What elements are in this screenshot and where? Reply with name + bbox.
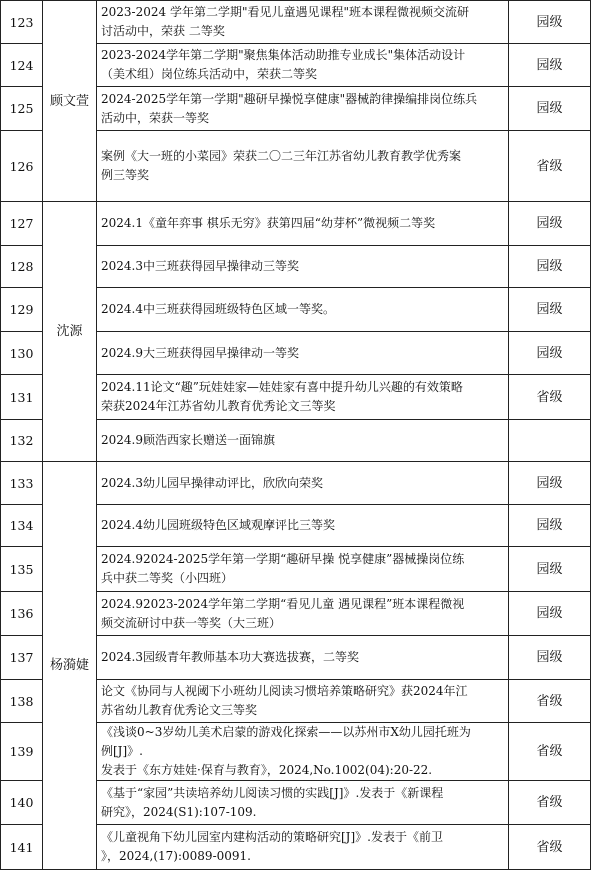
award-level: 园级	[509, 636, 591, 680]
award-text-line: 兵中获二等奖（小四班）	[101, 571, 234, 585]
row-number: 141	[1, 825, 43, 870]
row-number: 137	[1, 636, 43, 680]
award-text-line: 发表于《东方娃娃·保育与教育》，2024,No.1002(04):20-22.	[101, 763, 433, 777]
row-number: 124	[1, 44, 43, 87]
award-level: 园级	[509, 462, 591, 505]
award-level: 省级	[509, 131, 591, 202]
award-description	[97, 723, 509, 781]
award-level: 园级	[509, 246, 591, 288]
row-number: 133	[1, 462, 43, 505]
award-description	[97, 680, 509, 723]
award-text-line: 2024.11论文“趣”玩娃娃家—娃娃家有喜中提升幼儿兴趣的有效策略	[101, 380, 463, 394]
award-text-line: 例[J]》.	[101, 744, 143, 758]
award-level: 园级	[509, 44, 591, 87]
award-text-line: 案例《大一班的小菜园》荣获二〇二三年江苏省幼儿教育教学优秀案	[101, 149, 462, 163]
row-number: 135	[1, 547, 43, 592]
award-description	[97, 131, 509, 202]
award-description	[97, 592, 509, 636]
award-level: 园级	[509, 547, 591, 592]
row-number: 127	[1, 202, 43, 246]
row-number: 129	[1, 288, 43, 332]
row-number: 128	[1, 246, 43, 288]
award-text-line: 论文《协同与人视阈下小班幼儿阅读习惯培养策略研究》获2024年江	[101, 684, 468, 698]
award-text-line: 《基于“家园”共读培养幼儿阅读习惯的实践[J]》.发表于《新课程	[101, 785, 444, 800]
award-text-line: 2024.92024-2025学年第一学期“趣研早操 悦享健康”器械操岗位练	[101, 552, 465, 566]
award-description	[97, 87, 509, 131]
row-number: 123	[1, 1, 43, 44]
award-text-line: 2024.9大三班获得园早操律动一等奖	[101, 345, 299, 360]
award-text-line: 荣获2024年江苏省幼儿教育优秀论文三等奖	[101, 399, 336, 413]
table-row	[1, 202, 591, 246]
row-number: 139	[1, 723, 43, 781]
row-number: 126	[1, 131, 43, 202]
award-level: 省级	[509, 723, 591, 781]
award-level: 园级	[509, 332, 591, 375]
row-number: 125	[1, 87, 43, 131]
award-description	[97, 636, 509, 680]
award-description	[97, 420, 509, 462]
award-description	[97, 825, 509, 870]
award-text-line: 2024.3中三班获得园早操律动三等奖	[101, 259, 299, 273]
award-text-line: 2024.4中三班获得园班级特色区域一等奖。	[101, 302, 335, 316]
row-number: 140	[1, 781, 43, 825]
award-description	[97, 202, 509, 246]
award-text-line: 讨活动中，荣获 二等奖	[101, 24, 225, 38]
award-text-line: 2023-2024学年第二学期"聚焦集体活动助推专业成长"集体活动设计	[101, 48, 466, 62]
award-description	[97, 547, 509, 592]
award-text-line: 《儿童视角下幼儿园室内建构活动的策略研究[J]》.发表于《前卫	[101, 830, 443, 844]
award-level: 园级	[509, 288, 591, 332]
award-description	[97, 332, 509, 375]
award-description	[97, 44, 509, 87]
award-level: 省级	[509, 375, 591, 420]
award-description	[97, 246, 509, 288]
teacher-name: 顾文萱	[43, 1, 97, 202]
award-description	[97, 288, 509, 332]
award-level: 省级	[509, 680, 591, 723]
award-description	[97, 462, 509, 505]
award-description	[97, 375, 509, 420]
award-level: 园级	[509, 505, 591, 547]
award-text-line: 2024.3园级青年教师基本功大赛选拔赛，二等奖	[101, 650, 359, 664]
award-level: 园级	[509, 1, 591, 44]
award-level: 园级	[509, 202, 591, 246]
award-text-line: 研究》，2024(S1):107-109.	[101, 804, 257, 819]
row-number: 138	[1, 680, 43, 723]
award-text-line: （美术组）岗位练兵活动中，荣获二等奖	[101, 67, 318, 81]
award-text-line: 频交流研讨中获一等奖（大三班）	[101, 615, 282, 630]
row-number: 132	[1, 420, 43, 462]
teacher-name: 沈源	[43, 202, 97, 462]
award-text-line: 活动中，荣获一等奖	[101, 110, 210, 125]
award-text-line: 2024.3幼儿园早操律动评比，欣欣向荣奖	[101, 475, 323, 490]
award-text-line: 《浅谈0~3岁幼儿美术启蒙的游戏化探索——以苏州市X幼儿园托班为	[101, 725, 471, 739]
table-row	[1, 1, 591, 44]
award-text-line: 2024-2025学年第一学期"趣研早操悦享健康"器械韵律操编排岗位练兵	[101, 91, 478, 106]
table-row	[1, 462, 591, 505]
award-description	[97, 781, 509, 825]
award-text-line: 2024.9顾浩西家长赠送一面锦旗	[101, 433, 275, 447]
row-number: 130	[1, 332, 43, 375]
award-text-line: 苏省幼儿教育优秀论文三等奖	[101, 703, 258, 717]
award-text-line: 2023-2024 学年第二学期"看见儿童遇见课程"班本课程微视频交流研	[101, 5, 469, 19]
award-description	[97, 505, 509, 547]
teacher-name: 杨漪婕	[43, 462, 97, 870]
awards-table-body	[1, 1, 591, 870]
row-number: 131	[1, 375, 43, 420]
row-number: 134	[1, 505, 43, 547]
award-level	[509, 420, 591, 462]
award-level: 园级	[509, 592, 591, 636]
award-text-line: 》，2024,(17):0089-0091.	[101, 849, 251, 863]
award-text-line: 2024.4幼儿园班级特色区域观摩评比三等奖	[101, 518, 335, 532]
award-text-line: 2024.1《童年弈事 棋乐无穷》获第四届“幼芽杯”微视频二等奖	[101, 216, 436, 230]
award-text-line: 例三等奖	[101, 168, 150, 182]
award-text-line: 2024.92023-2024学年第二学期“看见儿童 遇见课程”班本课程微视	[101, 596, 465, 611]
award-description	[97, 1, 509, 44]
award-level: 省级	[509, 825, 591, 870]
award-level: 园级	[509, 87, 591, 131]
row-number: 136	[1, 592, 43, 636]
award-level: 省级	[509, 781, 591, 825]
